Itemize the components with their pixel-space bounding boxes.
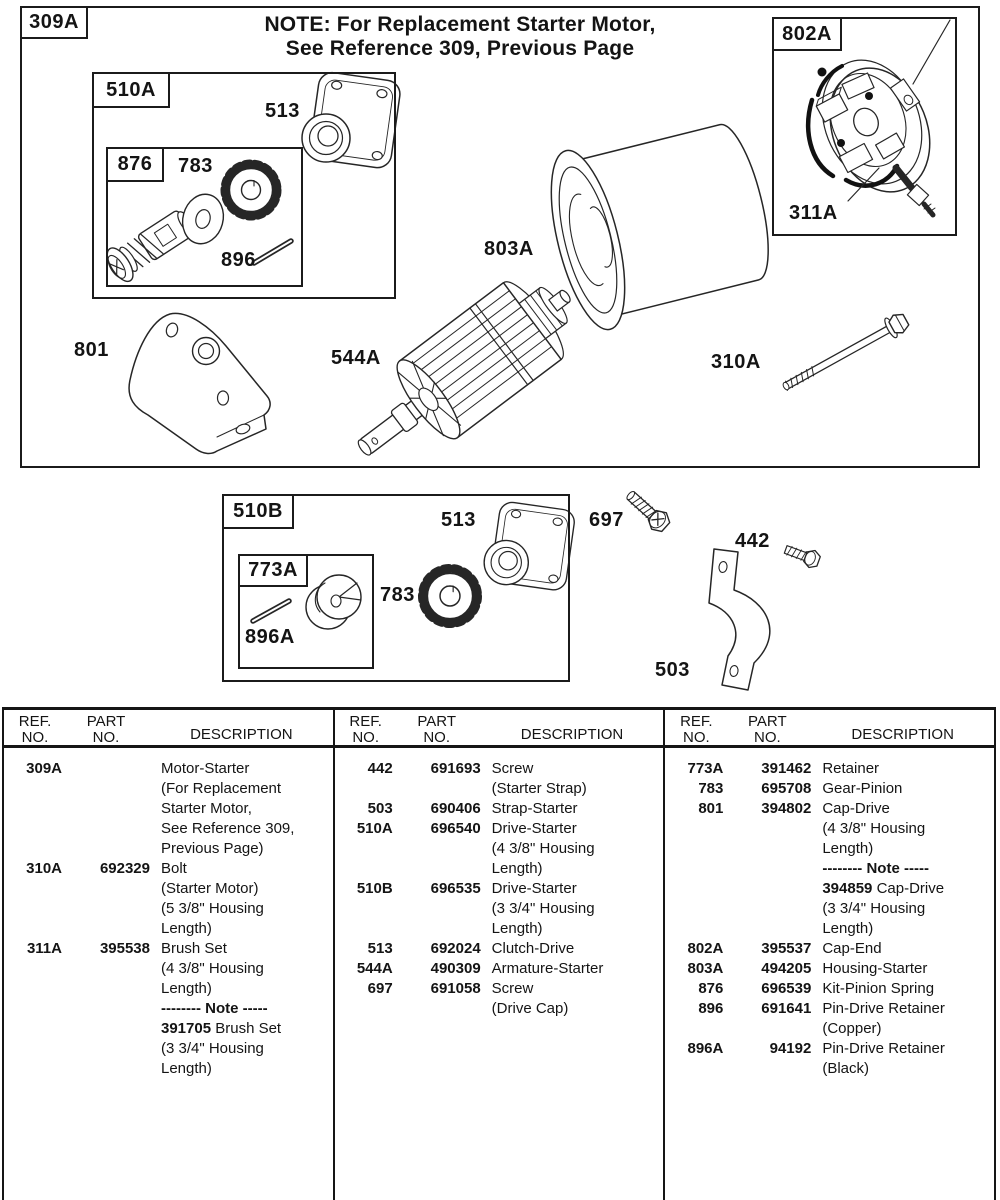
table-line: 510A 696540 Drive-Starter	[356, 820, 577, 837]
table-line: (3 3/4" Housing	[822, 900, 926, 917]
table-line: 394859 Cap-Drive	[822, 880, 945, 897]
table-line: Starter Motor,	[161, 800, 252, 817]
table-line: 803A 494205 Housing-Starter	[687, 960, 928, 977]
table-line: (3 3/4" Housing	[491, 900, 595, 917]
part-label-783-top: 783	[178, 155, 213, 177]
table-line: 896A 94192 Pin-Drive Retainer	[687, 1040, 945, 1057]
part-no-header: PART NO.	[86, 713, 126, 746]
part-label-896A: 896A	[245, 626, 295, 648]
part-label-310A: 310A	[711, 351, 761, 373]
table-line: 773A 391462 Retainer	[687, 760, 880, 777]
parts-table-column-2	[335, 710, 666, 1200]
table-line: Length)	[161, 920, 212, 937]
callout-label: 510B	[233, 500, 283, 522]
part-label-513-bottom: 513	[441, 509, 476, 531]
parts-table	[2, 707, 996, 1200]
table-line: 513 692024 Clutch-Drive	[367, 940, 575, 957]
description-header: DESCRIPTION	[190, 726, 293, 743]
description-header: DESCRIPTION	[520, 726, 624, 743]
table-line: Length)	[822, 840, 874, 857]
note-line-2: See Reference 309, Previous Page	[285, 37, 635, 60]
screw-442-drawing	[783, 541, 822, 570]
table-line: 442 691693 Screw	[367, 760, 534, 777]
table-line: (Black)	[822, 1060, 870, 1077]
part-label-783-bottom: 783	[380, 584, 415, 606]
part-no-header: PART NO.	[748, 713, 787, 746]
table-line: 391705 Brush Set	[161, 1020, 282, 1037]
table-line: (4 3/8" Housing	[822, 820, 926, 837]
ref-no-header: REF. NO.	[349, 713, 382, 746]
table-line: 697 691058 Screw	[367, 980, 534, 997]
table-line: 783 695708 Gear-Pinion	[698, 780, 903, 797]
table-line: 876 696539 Kit-Pinion Spring	[698, 980, 935, 997]
table-line: (For Replacement	[161, 780, 282, 797]
callout-box-510B	[222, 494, 294, 529]
table-line: Length)	[161, 1060, 212, 1077]
table-line: 310A 692329 Bolt	[26, 860, 187, 877]
table-line: Length)	[161, 980, 212, 997]
table-line: 896 691641 Pin-Drive Retainer	[698, 1000, 945, 1017]
table-line: Length)	[491, 860, 543, 877]
table-line: (Starter Motor)	[161, 880, 259, 897]
parts-table-column-1	[4, 710, 335, 1200]
callout-label: 309A	[29, 11, 79, 33]
replacement-note	[230, 13, 690, 61]
parts-table-header	[4, 710, 333, 748]
parts-table-body	[665, 748, 994, 1079]
ref-no-header: REF. NO.	[18, 713, 52, 746]
table-line: -------- Note -----	[822, 860, 929, 877]
table-line: Length)	[491, 920, 543, 937]
table-line: (Starter Strap)	[491, 780, 587, 797]
screw-697-drawing	[622, 486, 674, 535]
parts-table-header	[665, 710, 994, 748]
callout-label: 802A	[782, 22, 832, 45]
table-line: (4 3/8" Housing	[161, 960, 264, 977]
table-line: (3 3/4" Housing	[161, 1040, 264, 1057]
table-line: See Reference 309,	[161, 820, 295, 837]
ref-no-header: REF. NO.	[680, 713, 713, 746]
table-line: (4 3/8" Housing	[491, 840, 595, 857]
callout-label: 510A	[106, 78, 156, 101]
table-line: 510B 696535 Drive-Starter	[356, 880, 577, 897]
parts-table-column-3	[665, 710, 994, 1200]
part-label-544A: 544A	[331, 347, 381, 369]
part-label-801: 801	[74, 339, 109, 361]
table-line: 309A Motor-Starter	[26, 760, 250, 777]
part-label-503: 503	[655, 659, 690, 681]
part-no-header: PART NO.	[417, 713, 456, 746]
table-line: (5 3/8" Housing	[161, 900, 264, 917]
description-header: DESCRIPTION	[851, 726, 954, 743]
callout-label: 876	[117, 153, 153, 175]
callout-box-773A	[238, 554, 308, 587]
table-line: Length)	[822, 920, 874, 937]
callout-box-510A	[92, 72, 170, 108]
part-label-442: 442	[735, 530, 770, 552]
part-label-311A: 311A	[789, 202, 838, 224]
table-line: Previous Page)	[161, 840, 264, 857]
callout-box-802A	[772, 17, 842, 51]
note-line-1: NOTE: For Replacement Starter Motor,	[264, 13, 656, 36]
table-line: 802A 395537 Cap-End	[687, 940, 882, 957]
callout-label: 773A	[248, 559, 298, 581]
table-line: 503 690406 Strap-Starter	[367, 800, 578, 817]
callout-box-876	[106, 147, 164, 182]
parts-table-body	[335, 748, 664, 1019]
part-label-513-top: 513	[265, 100, 300, 122]
table-line: (Copper)	[822, 1020, 882, 1037]
part-label-803A: 803A	[484, 238, 534, 260]
strap-starter-503-drawing	[709, 549, 770, 690]
part-label-697: 697	[589, 509, 624, 531]
table-line: (Drive Cap)	[491, 1000, 569, 1017]
callout-box-309A	[20, 6, 88, 39]
parts-table-header	[335, 710, 664, 748]
table-line: 311A 395538 Brush Set	[26, 940, 227, 957]
table-line: -------- Note -----	[161, 1000, 268, 1017]
parts-table-body	[4, 748, 333, 1079]
table-line: 801 394802 Cap-Drive	[698, 800, 890, 817]
part-label-896: 896	[221, 249, 256, 271]
table-line: 544A 490309 Armature-Starter	[356, 960, 604, 977]
